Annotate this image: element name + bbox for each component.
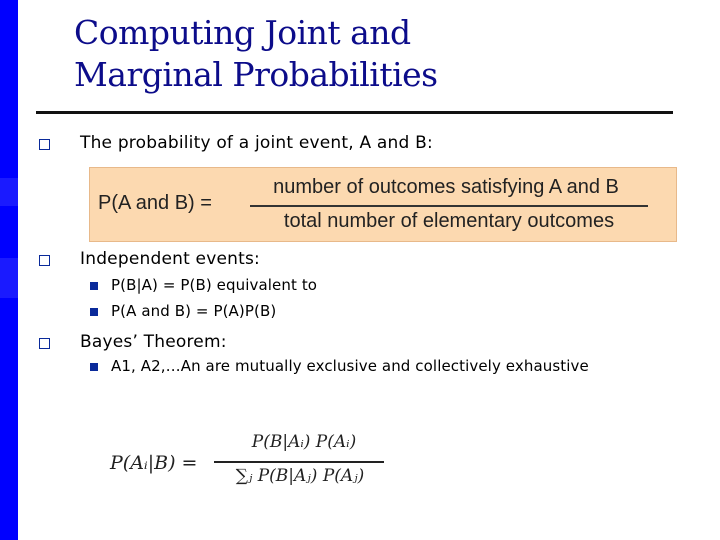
joint-probability-formula xyxy=(89,167,677,242)
filled-square-bullet-icon xyxy=(90,363,98,371)
left-bar-segment xyxy=(0,258,18,298)
sub-bullet-independence-2: P(A and B) = P(A)P(B) xyxy=(111,302,277,320)
slide-title-line-1: Computing Joint and xyxy=(74,13,411,52)
square-bullet-icon xyxy=(39,139,50,150)
title-divider xyxy=(36,111,673,114)
formula-lhs: P(A and B) = xyxy=(98,192,212,214)
formula-fraction-bar xyxy=(250,205,648,207)
bullet-independent-events: Independent events: xyxy=(80,249,260,269)
filled-square-bullet-icon xyxy=(90,282,98,290)
bayes-denominator: ∑ⱼ P(B|Aⱼ) P(Aⱼ) xyxy=(235,466,365,486)
bayes-numerator: P(B|Aᵢ) P(Aᵢ) xyxy=(251,432,357,452)
filled-square-bullet-icon xyxy=(90,308,98,316)
slide-title-line-2: Marginal Probabilities xyxy=(74,55,438,94)
formula-numerator: number of outcomes satisfying A and B xyxy=(273,176,619,198)
bayes-lhs: P(Aᵢ|B) = xyxy=(110,452,198,474)
bayes-fraction-bar xyxy=(214,461,384,463)
left-bar-segment xyxy=(0,178,18,206)
sub-bullet-bayes-condition: A1, A2,…An are mutually exclusive and collectively exhaustive xyxy=(111,357,589,375)
formula-denominator: total number of elementary outcomes xyxy=(283,210,615,232)
square-bullet-icon xyxy=(39,338,50,349)
left-accent-bar xyxy=(0,0,18,540)
slide-title xyxy=(74,12,674,96)
square-bullet-icon xyxy=(39,255,50,266)
bullet-joint-event: The probability of a joint event, A and B: xyxy=(80,133,433,153)
bullet-bayes-theorem: Bayes’ Theorem: xyxy=(80,332,227,352)
sub-bullet-independence-1: P(B|A) = P(B) equivalent to xyxy=(111,276,318,294)
bayes-formula xyxy=(110,432,400,496)
